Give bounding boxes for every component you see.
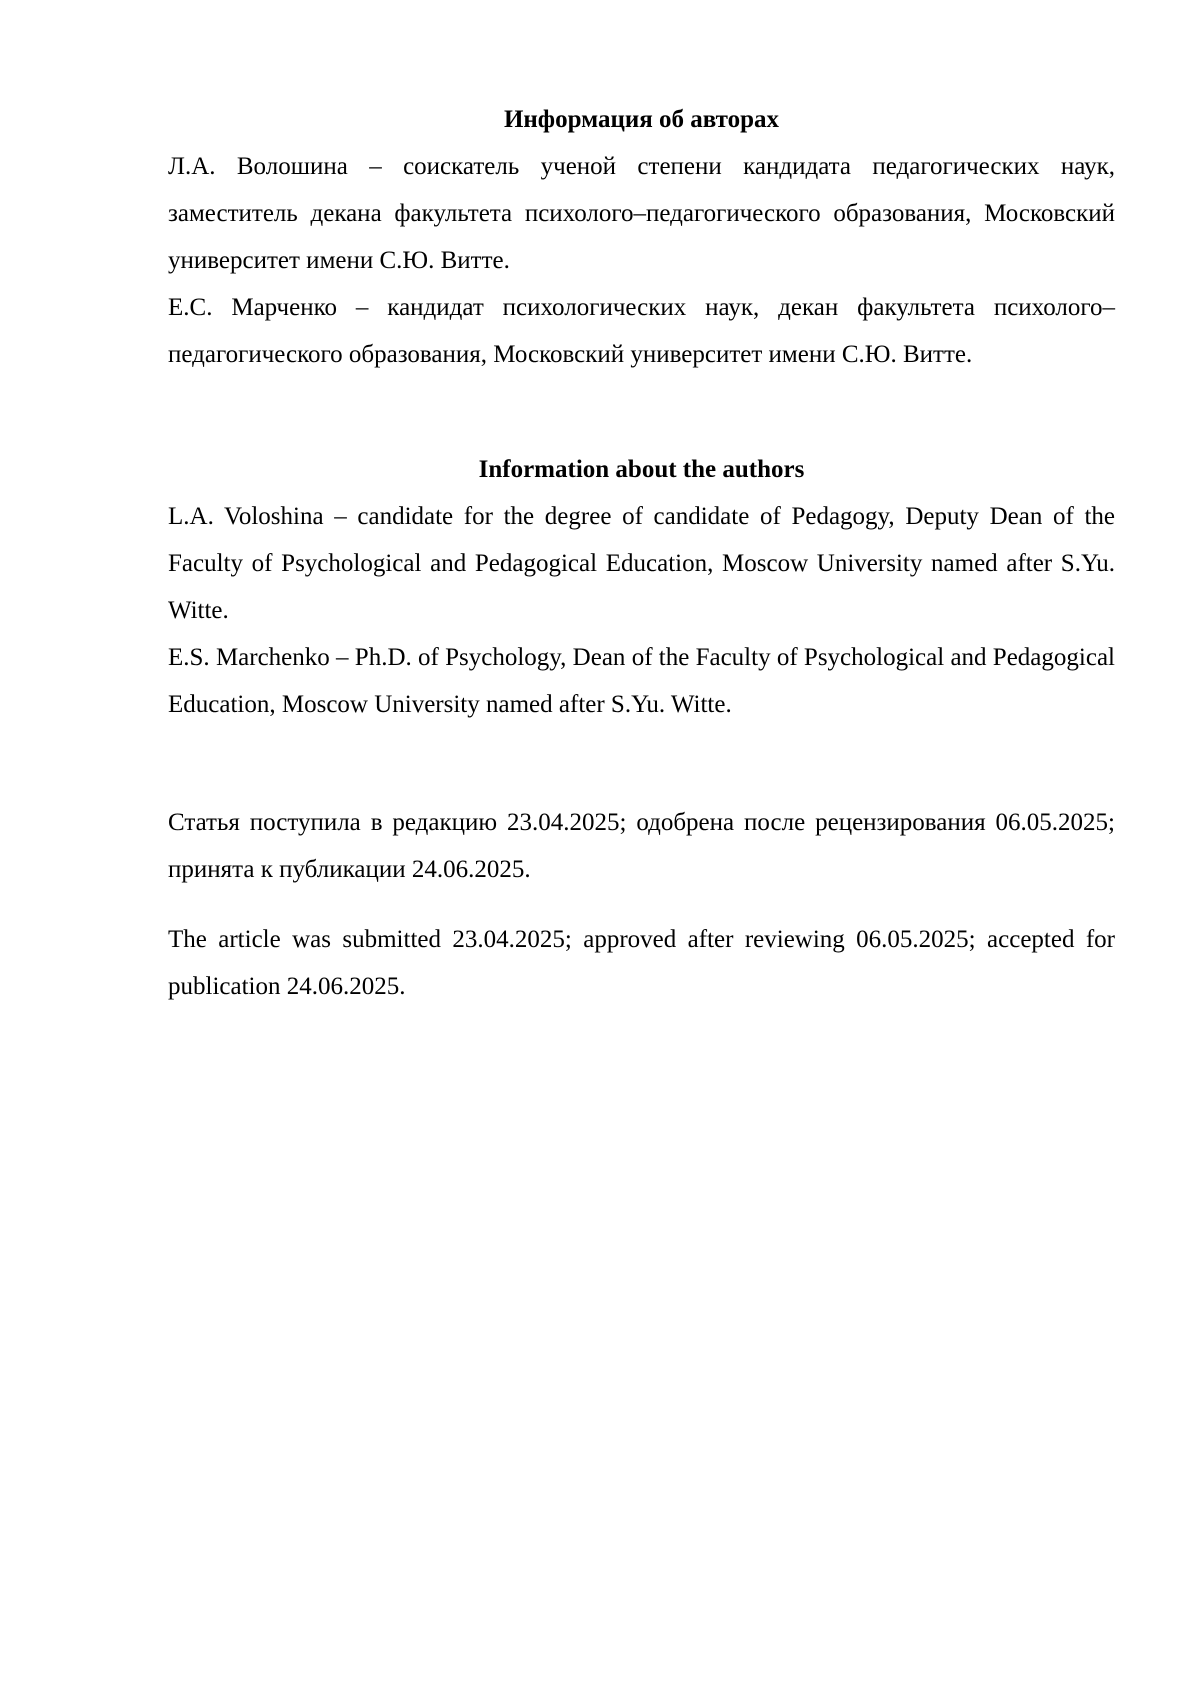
en-submission-dates-paragraph: The article was submitted 23.04.2025; approved after reviewing 06.05.2025; accepted for publication 24.06.2025. — [168, 926, 1115, 1000]
ru-section-title: Информация об авторах — [503, 106, 780, 133]
ru-author-voloshina-paragraph: Л.А. Волошина – соискатель ученой степени кандидата педагогических наук, заместитель декана факультета психолого–педагогического образования, Московский университет имени С.Ю. Витте. — [168, 153, 1115, 274]
ru-submission-dates-paragraph: Статья поступила в редакцию 23.04.2025; одобрена после рецензирования 06.05.2025; принята к публикации 24.06.2025. — [168, 809, 1115, 883]
en-section-title: Information about the authors — [478, 456, 805, 483]
en-author-voloshina-paragraph: L.A. Voloshina – candidate for the degree of candidate of Pedagogy, Deputy Dean of the Faculty of Psychological and Pedagogical Education, Moscow University named after S.Yu. Witte. — [168, 503, 1115, 624]
en-author-marchenko-paragraph: E.S. Marchenko – Ph.D. of Psychology, Dean of the Faculty of Psychological and Pedagogical Education, Moscow University named after S.Yu. Witte. — [168, 644, 1115, 718]
ru-author-marchenko-paragraph: Е.С. Марченко – кандидат психологических наук, декан факультета психолого–педагогического образования, Московский университет имени С.Ю. Витте. — [168, 294, 1115, 368]
